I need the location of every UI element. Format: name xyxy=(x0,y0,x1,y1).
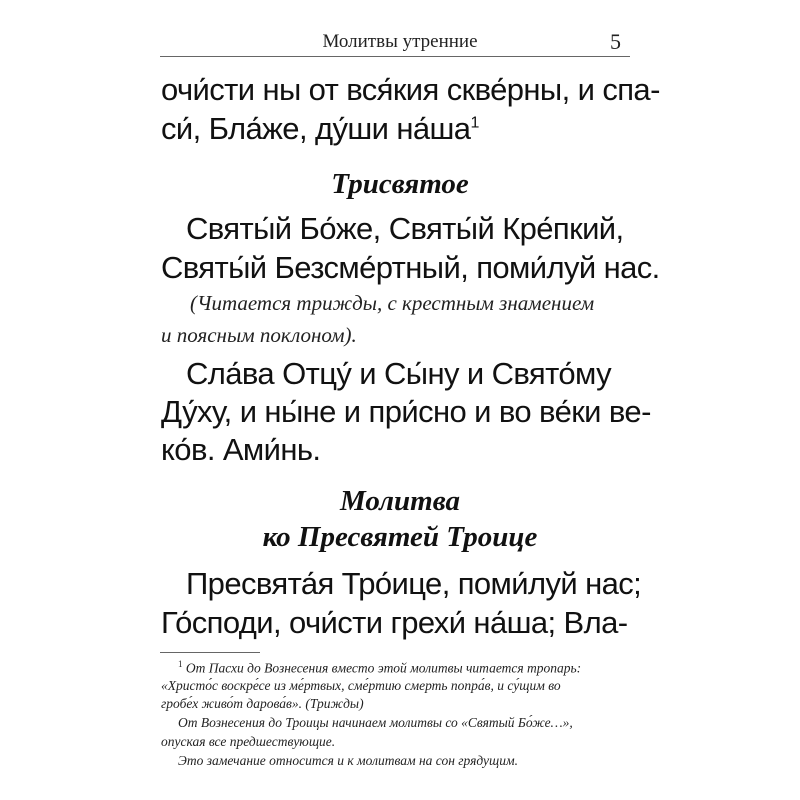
footnote-line-1-text: От Пасхи до Вознесения вместо этой молитвы читается тропарь: xyxy=(185,660,582,676)
running-header-title: Молитвы утренние xyxy=(322,31,478,52)
intro-line-2 xyxy=(161,113,479,144)
trisagion-line-1: Святы́й Бо́же, Святы́й Кре́пкий, xyxy=(186,211,624,246)
footnote-line-1 xyxy=(178,660,581,675)
trinity-prayer-heading-line-1: Молитва xyxy=(340,485,460,517)
trinity-prayer-line-2: Го́споди, очи́сти грехи́ на́ша; Вла- xyxy=(161,605,628,640)
glory-line-2: Ду́ху, и ны́не и при́сно и во ве́ки ве- xyxy=(161,394,651,429)
footnote-line-3: гробе́х живо́т дарова́в». (Трижды) xyxy=(161,696,364,711)
footnote-line-5: опуская все предшествующие. xyxy=(161,734,336,749)
footnote-line-6: Это замечание относится и к молитвам на сон грядущим. xyxy=(178,753,518,768)
glory-line-3: ко́в. Ами́нь. xyxy=(161,432,321,467)
glory-line-1: Сла́ва Отцу́ и Сы́ну и Свято́му xyxy=(186,356,611,391)
rubric-line-1: (Читается трижды, с крестным знамением xyxy=(190,291,595,315)
rubric-line-2: и поясным поклоном). xyxy=(161,323,357,347)
footnote-marker: 1 xyxy=(178,659,183,669)
header-rule xyxy=(160,56,630,57)
footnote-reference: 1 xyxy=(470,114,479,132)
footnote-line-2: «Христо́с воскре́се из ме́ртвых, сме́ртию смерть попра́в, и су́щим во xyxy=(161,678,561,693)
trisagion-heading: Трисвятое xyxy=(331,168,469,200)
trinity-prayer-heading-line-2: ко Пресвятей Троице xyxy=(262,521,538,553)
page-number: 5 xyxy=(610,29,621,54)
footnote-rule xyxy=(160,652,260,653)
trinity-prayer-line-1: Пресвята́я Тро́ице, поми́луй нас; xyxy=(186,566,642,601)
trisagion-line-2: Святы́й Безсме́ртный, поми́луй нас. xyxy=(161,250,660,285)
footnote-line-4: От Вознесения до Троицы начинаем молитвы со «Святый Бо́же…», xyxy=(178,715,573,730)
intro-line-1: очи́сти ны от вся́кия скве́рны, и спа- xyxy=(161,72,660,107)
intro-line-2-text: си́, Бла́же, ду́ши на́ша xyxy=(161,111,471,146)
